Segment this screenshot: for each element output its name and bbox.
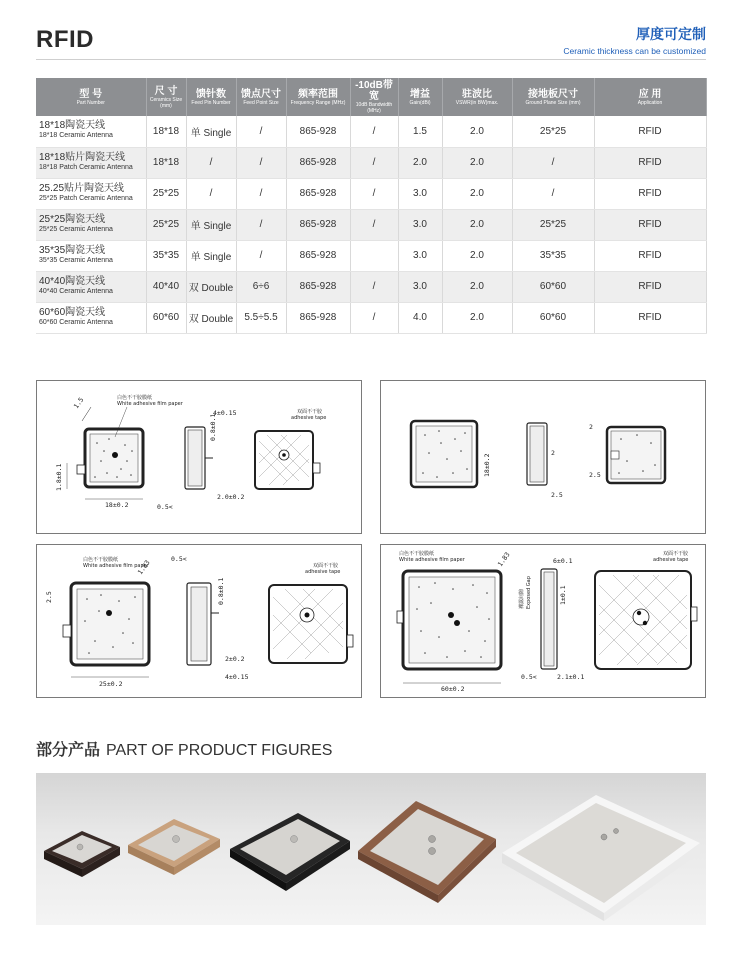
cell-part-number: 18*18陶瓷天线 18*18 Ceramic Antenna [36,116,146,147]
cell-gain: 3.0 [398,209,442,240]
cell-bandwidth: / [350,209,398,240]
header-gain: 增益 Gain(dBi) [398,78,442,116]
cell-feed-pin: 双 Double [186,271,236,302]
cell-feed-pin: 单 Single [186,116,236,147]
cell-feed-point: / [236,116,286,147]
header-feed-point: 馈点尺寸 Feed Point Size [236,78,286,116]
cell-ground-plane: 35*35 [512,240,594,271]
dim-chamfer: 1.83 [136,558,152,577]
spec-table [36,78,707,334]
table-row [36,240,706,271]
label-paper-en: White adhesive film paper [399,557,465,563]
product-figures-heading-en: PART OF PRODUCT FIGURES [106,742,333,759]
cell-vswr: 2.0 [442,240,512,271]
dim-size: 18±0.2 [105,501,129,509]
cell-gain: 1.5 [398,116,442,147]
cell-vswr: 2.0 [442,209,512,240]
cell-vswr: 2.0 [442,116,512,147]
label-tape-en: adhesive tape [291,415,327,421]
cell-feed-point: / [236,240,286,271]
header-feed-pin: 馈针数 Feed Pin Number [186,78,236,116]
header-part-number: 型 号 Part Number [36,78,146,116]
dim-mid: 2±0.2 [225,655,245,663]
cell-bandwidth: / [350,147,398,178]
cell-size: 18*18 [146,116,186,147]
feed-pin-dot [106,610,112,616]
cell-feed-pin: 单 Single [186,240,236,271]
cell-feed-point: 6÷6 [236,271,286,302]
cell-feed-pin: / [186,147,236,178]
feed-pin-dot [112,452,118,458]
label-paper-cn: 白色不干胶膜纸 [399,551,435,557]
cell-feed-pin: / [186,178,236,209]
header-vswr: 驻波比 VSWR(in BW)max. [442,78,512,116]
cell-part-number: 25.25贴片陶瓷天线 25*25 Patch Ceramic Antenna [36,178,146,209]
dim-gap: 0.5< [157,503,173,511]
cell-frequency: 865-928 [286,302,350,333]
cell-size: 18*18 [146,147,186,178]
cell-frequency: 865-928 [286,147,350,178]
cell-gain: 3.0 [398,271,442,302]
dim-bottom: 2.1±0.1 [557,673,585,681]
dim-c: 2.5 [589,471,601,479]
cell-bandwidth [350,240,398,271]
dim-chamfer: 1.5 [72,395,86,411]
dim-b: 2.5 [551,491,563,499]
cell-ground-plane: 60*60 [512,302,594,333]
dim-height: 0.8±0.1 [209,413,217,441]
drawing-18x18-antenna [36,380,362,534]
dim-side: 2.5 [45,591,53,603]
drawing-60x60-antenna [380,544,706,698]
product-figures-heading-cn: 部分产品 [36,742,101,759]
cell-gain: 3.0 [398,240,442,271]
dim-bottom: 4±0.15 [225,673,249,681]
cell-frequency: 865-928 [286,209,350,240]
cell-part-number: 18*18贴片陶瓷天线 18*18 Patch Ceramic Antenna [36,147,146,178]
cell-gain: 3.0 [398,178,442,209]
cell-vswr: 2.0 [442,178,512,209]
cell-feed-point: / [236,209,286,240]
product-figures-heading [36,737,332,760]
cell-vswr: 2.0 [442,302,512,333]
dim-height: 1±0.1 [559,585,567,605]
cell-bandwidth: / [350,271,398,302]
cell-frequency: 865-928 [286,240,350,271]
cell-application: RFID [594,116,706,147]
label-tape-en: adhesive tape [305,569,341,575]
dim-chamfer: 1.83 [496,550,512,569]
header-size: 尺 寸 Ceramics Size (mm) [146,78,186,116]
product-photo-18x18-dark [44,831,120,877]
dim-top: 4±0.15 [213,409,237,417]
product-photo-35x35-black [230,813,350,891]
cell-bandwidth: / [350,302,398,333]
cell-feed-point: 5.5÷5.5 [236,302,286,333]
cell-application: RFID [594,147,706,178]
dim-edge: 1.8±0.1 [55,463,63,491]
header-ground-plane: 接地板尺寸 Ground Plane Size (mm) [512,78,594,116]
table-row [36,271,706,302]
customization-tag-en: Ceramic thickness can be customized [563,46,706,56]
label-gap-cn: 裸露间隙 [519,588,525,609]
cell-size: 60*60 [146,302,186,333]
page-header [36,24,706,64]
label-paper-cn: 白色不干胶膜纸 [83,557,119,563]
cell-part-number: 35*35陶瓷天线 35*35 Ceramic Antenna [36,240,146,271]
label-tape-cn: 双面不干胶 [663,551,689,557]
cell-frequency: 865-928 [286,271,350,302]
cell-feed-point: / [236,147,286,178]
cell-part-number: 25*25陶瓷天线 25*25 Ceramic Antenna [36,209,146,240]
cell-ground-plane: / [512,178,594,209]
table-row [36,209,706,240]
feed-pin-dot [454,620,460,626]
cell-size: 25*25 [146,178,186,209]
dim-size: 60±0.2 [441,685,465,693]
cell-application: RFID [594,240,706,271]
cell-vswr: 2.0 [442,271,512,302]
table-header-row [36,78,706,116]
label-paper-cn: 白色不干胶膜纸 [117,395,153,401]
cell-ground-plane: 25*25 [512,209,594,240]
product-photo-60x60-white [502,795,700,921]
header-divider [36,59,706,60]
label-gap-en: Exposed Gap [526,576,532,609]
cell-gain: 2.0 [398,147,442,178]
cell-size: 35*35 [146,240,186,271]
label-paper-en: White adhesive film paper [117,401,183,407]
cell-ground-plane: 60*60 [512,271,594,302]
cell-feed-point: / [236,178,286,209]
cell-gain: 4.0 [398,302,442,333]
dim-size: 18±0.2 [483,453,491,477]
feed-pin-dot [448,612,454,618]
dim-a: 2 [551,449,555,457]
table-row [36,147,706,178]
product-photo-strip [36,773,706,925]
cell-application: RFID [594,178,706,209]
label-paper-en: White adhesive film paper [83,563,149,569]
cell-feed-pin: 双 Double [186,302,236,333]
cell-part-number: 60*60陶瓷天线 60*60 Ceramic Antenna [36,302,146,333]
label-tape-en: adhesive tape [653,557,689,563]
header-bandwidth: -10dB带宽 10dB Bandwidth (MHz) [350,78,398,116]
label-tape-cn: 双面不干胶 [313,563,339,569]
dim-height: 0.8±0.1 [217,577,225,605]
cell-application: RFID [594,302,706,333]
label-tape-cn: 双面不干胶 [297,409,323,415]
customization-tag-cn: 厚度可定制 [636,26,706,42]
cell-part-number: 40*40陶瓷天线 40*40 Ceramic Antenna [36,271,146,302]
cell-application: RFID [594,271,706,302]
page-title: RFID [36,26,94,53]
cell-frequency: 865-928 [286,116,350,147]
cell-frequency: 865-928 [286,178,350,209]
antenna-back-view [269,585,347,663]
dim-gap: 0.5< [521,673,537,681]
cell-bandwidth: / [350,116,398,147]
table-row [36,302,706,333]
cell-vswr: 2.0 [442,147,512,178]
product-photo-40x40-brown [358,801,496,903]
cell-size: 40*40 [146,271,186,302]
header-frequency: 频率范围 Frequency Range (MHz) [286,78,350,116]
cell-ground-plane: / [512,147,594,178]
drawing-18x18-patch [380,380,706,534]
header-application: 应 用 Application [594,78,706,116]
dim-top: 6±0.1 [553,557,573,565]
cell-size: 25*25 [146,209,186,240]
cell-bandwidth: / [350,178,398,209]
dim-bottom: 2.0±0.2 [217,493,245,501]
product-photo-25x25-tan [128,819,220,875]
table-row [36,178,706,209]
dim-d: 2 [589,423,593,431]
cell-feed-pin: 单 Single [186,209,236,240]
dim-size: 25±0.2 [99,680,123,688]
drawing-25x25-antenna [36,544,362,698]
table-row [36,116,706,147]
cell-ground-plane: 25*25 [512,116,594,147]
cell-application: RFID [594,209,706,240]
dim-gap: 0.5< [171,555,187,563]
